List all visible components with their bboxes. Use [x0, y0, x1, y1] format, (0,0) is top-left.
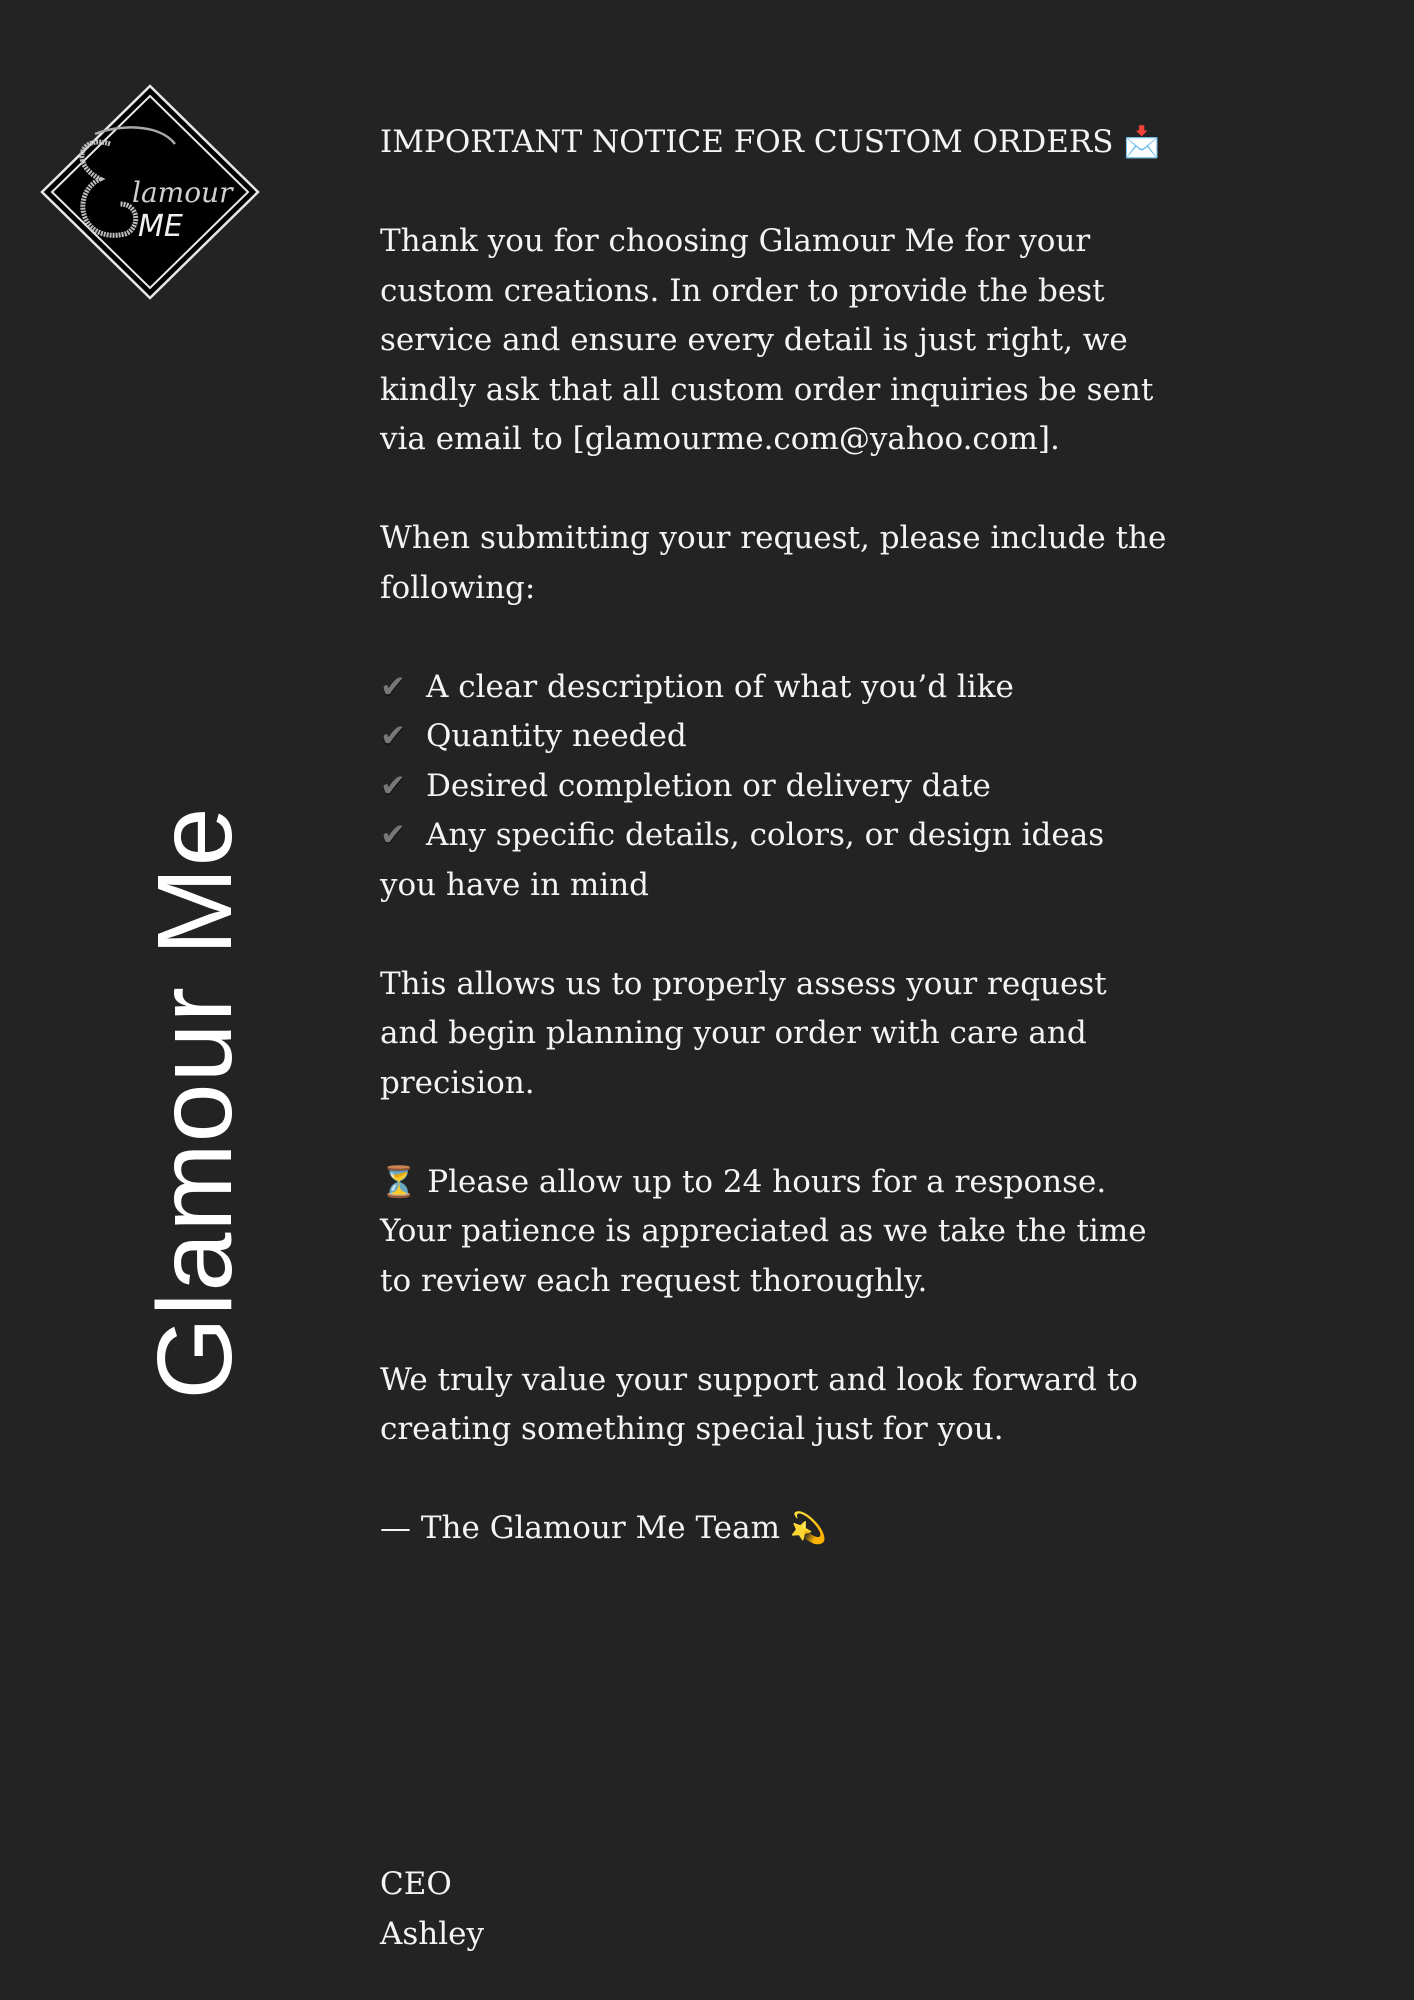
signature-title: CEO — [380, 1866, 452, 1902]
closing-paragraph: We truly value your support and look forward to creating something special just for you. — [380, 1361, 1138, 1447]
checklist-item: ✔ Quantity needed — [380, 712, 1170, 762]
checklist-item: ✔ Any specific details, colors, or design ideas you have in mind — [380, 811, 1170, 910]
requirements-checklist — [380, 663, 1170, 911]
signature-block — [380, 1860, 484, 1959]
incoming-envelope-icon: 📩 — [1123, 125, 1161, 160]
svg-text:lamour: lamour — [132, 176, 233, 209]
dizzy-star-icon: 💫 — [789, 1511, 828, 1546]
check-mark-icon: ✔ — [380, 767, 406, 804]
hourglass-icon: ⏳ — [380, 1164, 418, 1200]
notice-heading: IMPORTANT NOTICE FOR CUSTOM ORDERS 📩 — [380, 124, 1161, 160]
response-time-paragraph: ⏳ Please allow up to 24 hours for a response. Your patience is appreciated as we take the time to review each request thoroughly. — [380, 1163, 1147, 1299]
checklist-item: ✔ Desired completion or delivery date — [380, 762, 1170, 812]
check-mark-icon: ✔ — [380, 668, 406, 705]
glamour-me-logo — [40, 84, 260, 300]
request-lead-paragraph: When submitting your request, please include the following: — [380, 520, 1167, 606]
side-title-text: Glamour Me — [136, 806, 254, 1400]
purpose-paragraph: This allows us to properly assess your request and begin planning your order with care and precision. — [380, 965, 1107, 1101]
signoff: — The Glamour Me Team 💫 — [380, 1510, 828, 1546]
svg-text:ME: ME — [138, 209, 183, 244]
check-mark-icon: ✔ — [380, 817, 406, 853]
notice-body — [380, 118, 1170, 1603]
check-mark-icon: ✔ — [380, 718, 406, 754]
signature-name: Ashley — [380, 1915, 485, 1952]
intro-paragraph: Thank you for choosing Glamour Me for your custom creations. In order to provide the best service and ensure every detail is just right, we kindly ask that all custom order inquiries be sent via email to [glamourme.com@yahoo.com]. — [380, 223, 1154, 457]
vertical-brand-title — [136, 806, 254, 1400]
checklist-item: ✔ A clear description of what you’d like — [380, 663, 1170, 713]
